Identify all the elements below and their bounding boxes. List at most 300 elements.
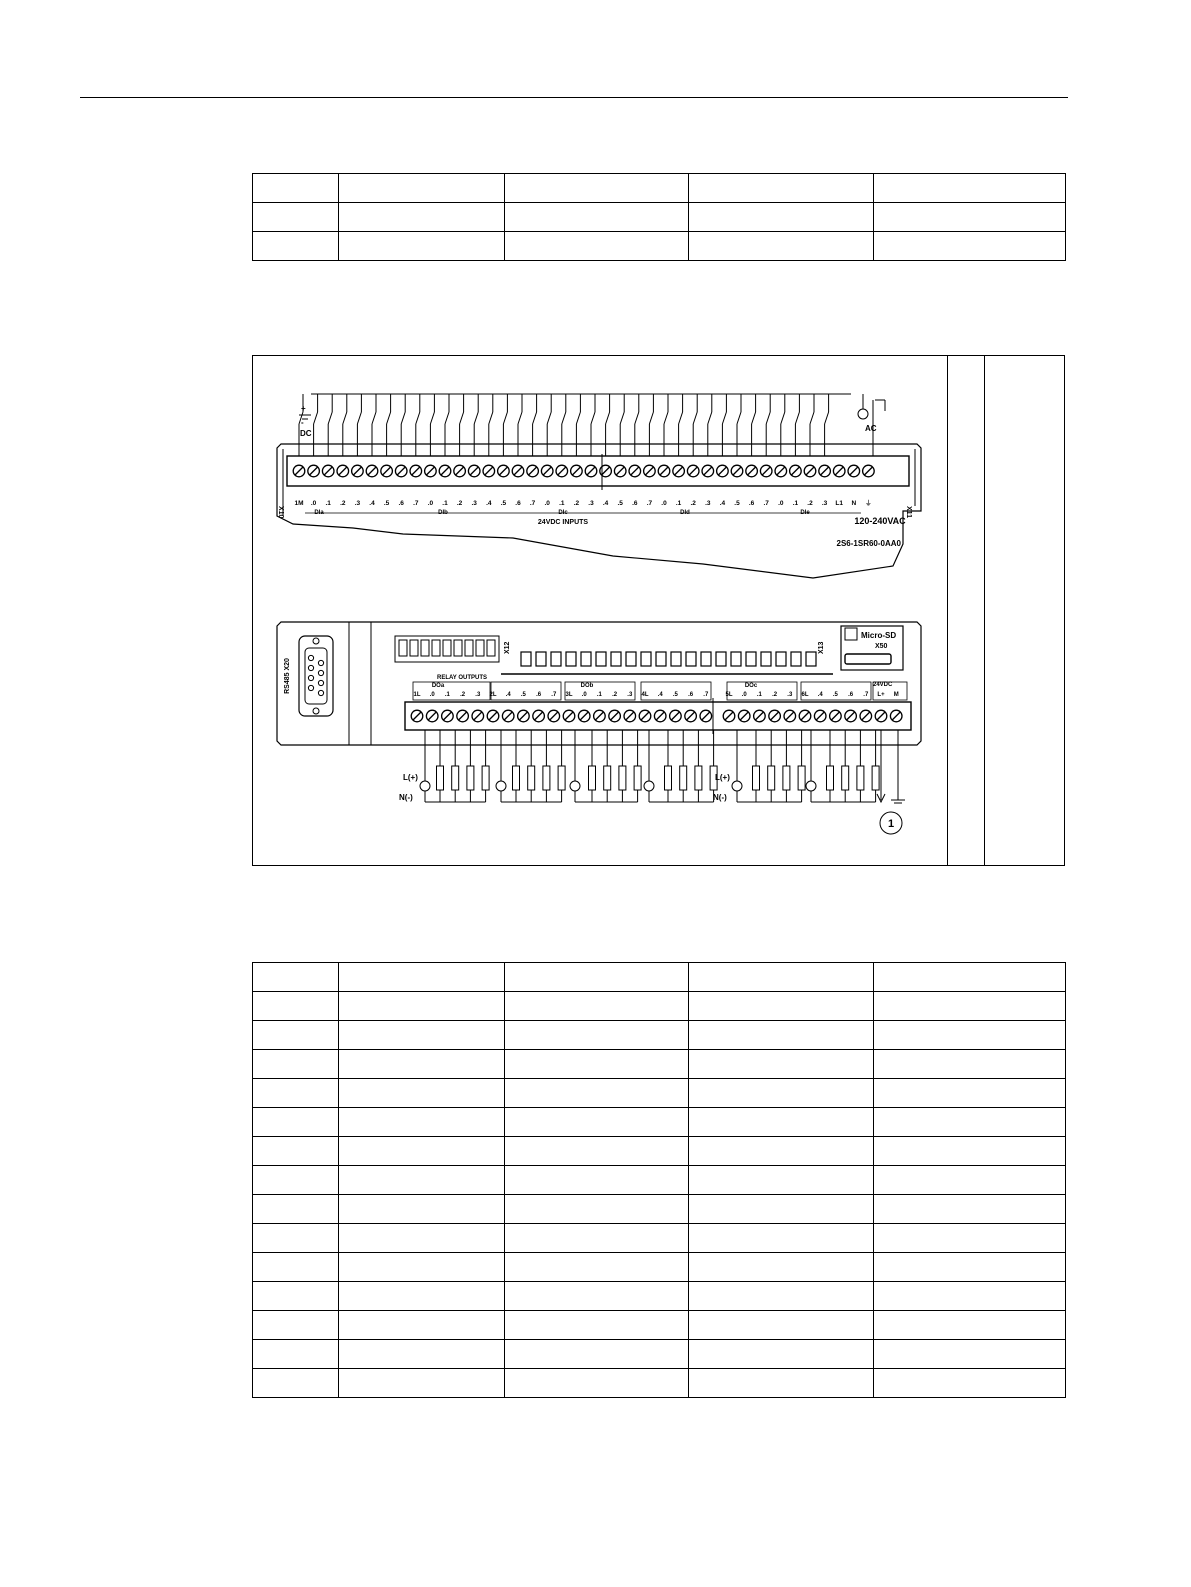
terminal-screw-slot (762, 467, 770, 475)
ac-source-icon (570, 781, 580, 791)
switch-contact (328, 412, 332, 424)
terminal-screw-slot (587, 467, 595, 475)
switch-contact (722, 412, 726, 424)
ac-source-icon (644, 781, 654, 791)
table-cell (339, 1050, 505, 1079)
table-cell (253, 963, 339, 992)
table-row (253, 1108, 1066, 1137)
table-cell (505, 1340, 689, 1369)
ac-source-icon (732, 781, 742, 791)
upper-terminal-label: .7 (763, 500, 769, 507)
upper-terminal-label: .0 (310, 500, 317, 507)
status-led (776, 652, 786, 666)
table-row (253, 174, 1066, 203)
status-led (671, 652, 681, 666)
table-cell (505, 992, 689, 1021)
dc-label: DC (300, 429, 312, 438)
load-resistor (665, 766, 672, 790)
status-led (686, 652, 696, 666)
terminal-screw-slot (821, 467, 829, 475)
terminal-screw-slot (626, 712, 634, 720)
lower-terminal-label: .6 (848, 692, 854, 698)
upper-group-label: DIa (314, 510, 324, 516)
table-cell (505, 232, 689, 261)
microsd-label: Micro-SD (861, 631, 897, 640)
table-cell (253, 1253, 339, 1282)
terminal-screw-slot (641, 712, 649, 720)
table-cell (505, 1195, 689, 1224)
terminal-screw-slot (831, 712, 839, 720)
table-cell (339, 203, 505, 232)
load-resistor (680, 766, 687, 790)
switch-contact (664, 412, 668, 424)
lower-terminal-label: 1L (413, 692, 421, 698)
terminal-screw-slot (689, 467, 697, 475)
upper-terminal-label: .4 (369, 500, 375, 507)
table-cell (505, 963, 689, 992)
switch-contact (343, 412, 347, 424)
upper-terminal-label: .4 (719, 500, 726, 507)
terminal-screw-slot (675, 467, 683, 475)
upper-terminal-label: .5 (500, 500, 507, 507)
table-cell (339, 1340, 505, 1369)
neutral-label-2: N(-) (713, 793, 727, 802)
table-cell (253, 1224, 339, 1253)
status-led (581, 652, 591, 666)
switch-contact (679, 412, 683, 424)
table-cell (874, 1369, 1066, 1398)
table-cell (339, 1282, 505, 1311)
connector-x10-label: X10 (277, 506, 284, 519)
load-resistor (827, 766, 834, 790)
terminal-screw-slot (324, 467, 332, 475)
table-cell (874, 1224, 1066, 1253)
load-resistor (857, 766, 864, 790)
table-cell (505, 1369, 689, 1398)
table-cell (253, 1050, 339, 1079)
connector-x11-label: X11 (905, 506, 912, 519)
switch-contact (766, 412, 770, 424)
switch-contact (825, 412, 829, 424)
cover-clip (421, 640, 429, 656)
status-led (551, 652, 561, 666)
switch-contact (693, 412, 697, 424)
upper-terminal-label: .0 (778, 500, 784, 507)
relay-outputs-label: RELAY OUTPUTS (437, 675, 488, 681)
table-cell (253, 1021, 339, 1050)
upper-group-label: DIb (438, 510, 448, 516)
terminal-screw-slot (443, 712, 451, 720)
lower-terminal-label: M (893, 692, 899, 698)
status-led (536, 652, 546, 666)
lower-terminal-label: .1 (444, 692, 450, 698)
connector-pin (308, 685, 313, 690)
table-cell (874, 203, 1066, 232)
table-cell (874, 1195, 1066, 1224)
upper-terminal-label: .2 (340, 500, 346, 507)
order-number: 2S6-1SR60-0AA0 (836, 539, 901, 548)
lower-terminal-label: .5 (672, 692, 678, 698)
table-top (252, 173, 1066, 261)
table-cell (874, 992, 1066, 1021)
switch-contact (430, 412, 434, 424)
terminal-screw-slot (413, 712, 421, 720)
table-cell (253, 1108, 339, 1137)
load-resistor (482, 766, 489, 790)
table-cell (253, 1311, 339, 1340)
upper-terminal-label: .4 (602, 500, 609, 507)
table-cell (874, 1021, 1066, 1050)
lower-terminal-label: .0 (581, 692, 587, 698)
lower-terminal-label: .7 (703, 692, 709, 698)
terminal-screw-slot (558, 467, 566, 475)
table-row (253, 1166, 1066, 1195)
table-row (253, 1253, 1066, 1282)
table-row (253, 1195, 1066, 1224)
lower-terminal-label: .5 (832, 692, 838, 698)
terminal-screw-slot (397, 467, 405, 475)
table-cell (689, 1108, 874, 1137)
lower-terminal-label: .5 (520, 692, 526, 698)
terminal-screw-slot (535, 712, 543, 720)
switch-contact (781, 412, 785, 424)
table-cell (505, 1137, 689, 1166)
load-resistor (467, 766, 474, 790)
table-cell (689, 1166, 874, 1195)
terminal-screw-slot (616, 467, 624, 475)
cover-clip (410, 640, 418, 656)
table-cell (505, 1253, 689, 1282)
terminal-screw-slot (456, 467, 464, 475)
switch-contact (737, 412, 741, 424)
terminal-screw-slot (474, 712, 482, 720)
switch-contact (518, 412, 522, 424)
upper-terminal-label: .3 (588, 500, 594, 507)
table-cell (339, 1137, 505, 1166)
load-resistor (437, 766, 444, 790)
lower-terminal-label: .4 (817, 692, 823, 698)
table-cell (339, 232, 505, 261)
upper-terminal-label: L1 (835, 500, 843, 507)
table-cell (339, 174, 505, 203)
load-resistor (513, 766, 520, 790)
lower-group-label: DOb (580, 683, 594, 689)
status-led (791, 652, 801, 666)
switch-contact (460, 412, 464, 424)
table-cell (689, 174, 874, 203)
status-led (611, 652, 621, 666)
connector-pin (308, 675, 313, 680)
frame-divider (984, 356, 985, 865)
terminal-screw-slot (529, 467, 537, 475)
table-cell (874, 1108, 1066, 1137)
table-cell (689, 1137, 874, 1166)
terminal-screw-slot (470, 467, 478, 475)
upper-group-label: DIc (558, 510, 568, 516)
plus-sign: + (301, 404, 306, 413)
upper-terminal-label: .1 (442, 500, 448, 507)
table-cell (689, 1369, 874, 1398)
status-led (596, 652, 606, 666)
load-resistor (528, 766, 535, 790)
table-cell (253, 174, 339, 203)
terminal-screw-slot (339, 467, 347, 475)
terminal-screw-slot (428, 712, 436, 720)
switch-contact (562, 412, 566, 424)
load-resistor (543, 766, 550, 790)
ac-source-icon (496, 781, 506, 791)
status-led (626, 652, 636, 666)
lower-terminal-label: 4L (641, 692, 649, 698)
load-resistor (634, 766, 641, 790)
connector-pin (308, 655, 313, 660)
cover-clip (454, 640, 462, 656)
upper-terminal-label: .2 (456, 500, 463, 507)
upper-terminal-label: .1 (559, 500, 565, 507)
table-row (253, 232, 1066, 261)
terminal-screw-slot (835, 467, 843, 475)
terminal-screw-slot (310, 467, 318, 475)
terminal-screw-slot (801, 712, 809, 720)
load-resistor (604, 766, 611, 790)
status-led (731, 652, 741, 666)
upper-terminal-label: N (851, 500, 857, 507)
table-cell (253, 203, 339, 232)
table-cell (689, 1195, 874, 1224)
upper-terminal-label: .6 (515, 500, 521, 507)
table-cell (689, 1021, 874, 1050)
terminal-screw-slot (777, 467, 785, 475)
table-cell (339, 1311, 505, 1340)
terminal-screw-slot (755, 712, 763, 720)
terminal-screw-slot (740, 712, 748, 720)
switch-contact (314, 412, 318, 424)
lower-terminal-label: 2L (489, 692, 497, 698)
switch-contact (795, 412, 799, 424)
status-led (521, 652, 531, 666)
terminal-screw-slot (786, 712, 794, 720)
neutral-label-1: N(-) (399, 793, 413, 802)
switch-contact (387, 412, 391, 424)
connector-pin (318, 670, 323, 675)
table-cell (253, 232, 339, 261)
switch-contact (372, 412, 376, 424)
table-row (253, 1050, 1066, 1079)
wiring-diagram (253, 356, 947, 865)
terminal-screw-slot (631, 467, 639, 475)
switch-contact (401, 412, 405, 424)
table-cell (505, 174, 689, 203)
table-cell (874, 1311, 1066, 1340)
terminal-screw-slot (718, 467, 726, 475)
terminal-screw-slot (660, 467, 668, 475)
table-cell (339, 1166, 505, 1195)
status-led (746, 652, 756, 666)
x12-label: X12 (504, 641, 511, 654)
terminal-screw-slot (565, 712, 573, 720)
table-cell (689, 1253, 874, 1282)
switch-contact (606, 412, 610, 424)
terminal-screw-slot (816, 712, 824, 720)
upper-group-label: DIe (800, 510, 810, 516)
terminal-screw-slot (748, 467, 756, 475)
terminal-screw-slot (806, 467, 814, 475)
table-row (253, 1340, 1066, 1369)
upper-terminal-label: .2 (807, 500, 813, 507)
table-cell (874, 1282, 1066, 1311)
table-cell (689, 1340, 874, 1369)
load-resistor (768, 766, 775, 790)
switch-contact (416, 412, 420, 424)
status-led (641, 652, 651, 666)
terminal-screw-slot (595, 712, 603, 720)
table-row (253, 1282, 1066, 1311)
rs485-label: RS485 X20 (284, 658, 291, 694)
table-cell (339, 1224, 505, 1253)
upper-terminal-label: 1M (294, 500, 304, 507)
terminal-screw-slot (543, 467, 551, 475)
table-cell (339, 1021, 505, 1050)
table-cell (253, 1195, 339, 1224)
terminal-screw-slot (353, 467, 361, 475)
table-row (253, 203, 1066, 232)
upper-terminal-label: .4 (486, 500, 492, 507)
switch-contact (445, 412, 449, 424)
terminal-screw-slot (459, 712, 467, 720)
status-led (761, 652, 771, 666)
load-resistor (842, 766, 849, 790)
table-cell (689, 963, 874, 992)
table-row (253, 1311, 1066, 1340)
lower-terminal-label: 5L (725, 692, 733, 698)
upper-terminal-label: ⏚ (865, 500, 872, 507)
terminal-screw-slot (671, 712, 679, 720)
table-cell (253, 1369, 339, 1398)
switch-contact (489, 412, 493, 424)
x13-label: X13 (818, 641, 825, 654)
table-cell (253, 1282, 339, 1311)
lower-group-label: DOa (431, 683, 445, 689)
table-cell (505, 1021, 689, 1050)
line-label-1: L(+) (403, 773, 418, 782)
lower-group-label: DOc (744, 683, 758, 689)
terminal-screw-slot (550, 712, 558, 720)
table-cell (339, 1195, 505, 1224)
switch-contact (576, 412, 580, 424)
lower-terminal-label: .2 (460, 692, 466, 698)
lower-terminal-label: .1 (756, 692, 762, 698)
cover-clip (487, 640, 495, 656)
lower-terminal-label: .0 (741, 692, 747, 698)
terminal-screw-slot (368, 467, 376, 475)
upper-terminal-label: .7 (413, 500, 419, 507)
table-cell (689, 1311, 874, 1340)
table-cell (253, 1137, 339, 1166)
table-cell (689, 203, 874, 232)
table-cell (339, 992, 505, 1021)
terminal-screw-slot (519, 712, 527, 720)
ac-label: AC (865, 424, 877, 433)
upper-terminal-label: .0 (544, 500, 550, 507)
terminal-screw-slot (383, 467, 391, 475)
terminal-screw-slot (733, 467, 741, 475)
x50-label: X50 (875, 643, 888, 650)
lower-terminal-label: .6 (536, 692, 542, 698)
upper-terminal-label: .3 (821, 500, 828, 507)
table-cell (505, 1079, 689, 1108)
status-led (566, 652, 576, 666)
upper-terminal-label: .7 (529, 500, 536, 507)
table-cell (874, 963, 1066, 992)
table-cell (874, 1253, 1066, 1282)
table-cell (689, 1282, 874, 1311)
load-resistor (872, 766, 879, 790)
table-row (253, 1369, 1066, 1398)
load-resistor (558, 766, 565, 790)
connector-pin (318, 660, 323, 665)
ac-source-icon (858, 409, 868, 419)
upper-terminal-label: .7 (646, 500, 653, 507)
upper-terminal-label: .0 (661, 500, 667, 507)
terminal-screw-slot (611, 712, 619, 720)
terminal-screw-slot (295, 467, 303, 475)
table-cell (874, 1137, 1066, 1166)
cover-clip (443, 640, 451, 656)
upper-terminal-label: .3 (471, 500, 477, 507)
lower-terminal-label: .2 (772, 692, 778, 698)
inputs-label: 24VDC INPUTS (537, 519, 589, 526)
upper-terminal-label: .5 (734, 500, 740, 507)
lower-terminal-label: .7 (551, 692, 557, 698)
upper-terminal-label: .6 (748, 500, 755, 507)
upper-terminal-label: .3 (354, 500, 361, 507)
table-row (253, 992, 1066, 1021)
load-resistor (695, 766, 702, 790)
load-resistor (619, 766, 626, 790)
table-cell (874, 174, 1066, 203)
lower-terminal-label: L+ (877, 692, 885, 698)
table-cell (874, 1050, 1066, 1079)
upper-terminal-label: .6 (632, 500, 638, 507)
connector-pin (318, 680, 323, 685)
switch-contact (547, 412, 551, 424)
table-cell (689, 232, 874, 261)
terminal-screw-slot (514, 467, 522, 475)
status-led (701, 652, 711, 666)
table-bottom (252, 962, 1066, 1398)
load-resistor (798, 766, 805, 790)
connector-pin (308, 665, 313, 670)
upper-terminal-label: .5 (383, 500, 390, 507)
lower-terminal-label: .4 (505, 692, 511, 698)
table-cell (253, 1340, 339, 1369)
upper-terminal-label: .2 (573, 500, 580, 507)
lower-terminal-label: .3 (475, 692, 481, 698)
switch-contact (474, 412, 478, 424)
status-led (806, 652, 816, 666)
cover-clip (476, 640, 484, 656)
table-cell (505, 1311, 689, 1340)
table-cell (339, 963, 505, 992)
table-cell (505, 1224, 689, 1253)
terminal-screw-slot (892, 712, 900, 720)
upper-terminal-label: .1 (792, 500, 799, 507)
terminal-screw-slot (504, 712, 512, 720)
lower-terminal-label: .1 (596, 692, 602, 698)
table-cell (505, 1282, 689, 1311)
table-cell (505, 1108, 689, 1137)
ac-source-icon (806, 781, 816, 791)
